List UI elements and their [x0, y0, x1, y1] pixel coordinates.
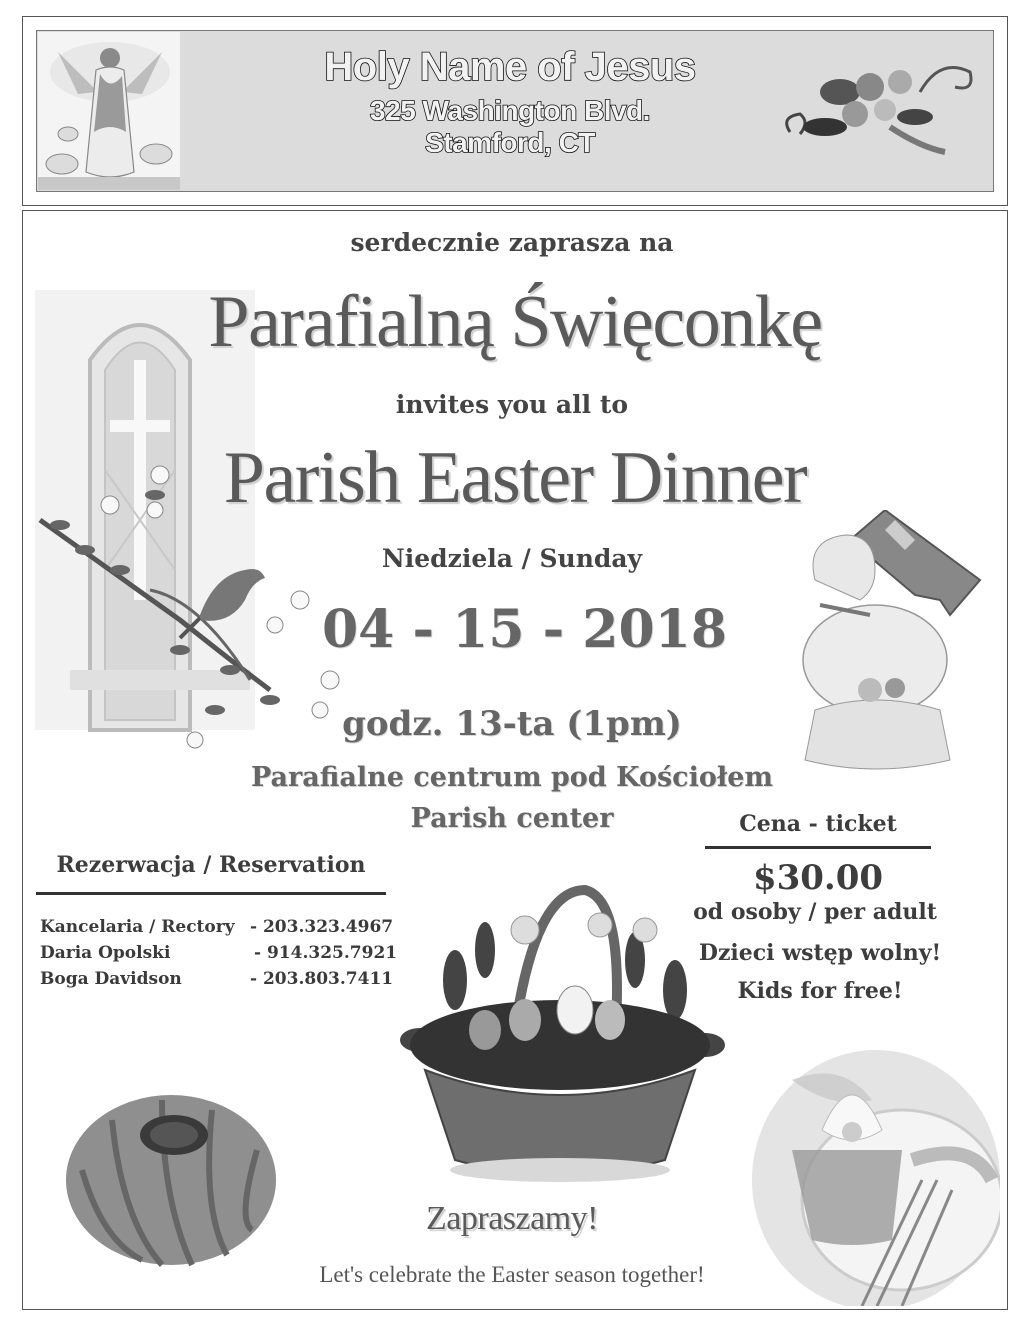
- venue-polish: Parafialne centrum pod Kościołem: [250, 762, 774, 793]
- church-name: Holy Name of Jesus: [324, 45, 696, 89]
- jesus-illustration: [38, 32, 180, 190]
- title-polish: Parafialną Święconkę: [208, 281, 822, 363]
- babka-cake-illustration: [62, 1080, 280, 1270]
- ticket-divider: [705, 846, 931, 849]
- contact-name-rectory: Kancelaria / Rectory: [40, 917, 235, 937]
- tagline: Let's celebrate the Easter season together!: [319, 1262, 705, 1287]
- contact-phone-boga: - 203.803.7411: [250, 969, 394, 989]
- venue-english: Parish center: [410, 803, 614, 834]
- ticket-heading: Cena - ticket: [739, 811, 897, 837]
- closing-greeting: Zapraszamy!: [426, 1200, 598, 1237]
- event-day: Niedziela / Sunday: [381, 544, 643, 573]
- church-address-line2: Stamford, CT: [425, 127, 595, 158]
- intro-polish: serdecznie zaprasza na: [350, 228, 674, 257]
- kids-free-english: Kids for free!: [737, 978, 903, 1004]
- contact-phone-daria: - 914.325.7921: [254, 943, 398, 963]
- kids-free-polish: Dzieci wstęp wolny!: [698, 940, 942, 966]
- flowers-illustration: [770, 52, 980, 162]
- event-time: godz. 13-ta (1pm): [342, 704, 682, 744]
- contact-name-daria: Daria Opolski: [40, 943, 171, 963]
- event-date: 04 - 15 - 2018: [322, 599, 728, 660]
- title-english: Parish Easter Dinner: [223, 437, 807, 519]
- church-address-line1: 325 Washington Blvd.: [370, 95, 650, 126]
- reservation-heading: Rezerwacja / Reservation: [56, 852, 366, 878]
- ticket-per-adult: od osoby / per adult: [693, 899, 937, 925]
- table-setting-illustration: [752, 1040, 1000, 1306]
- ticket-price: $30.00: [752, 858, 884, 898]
- intro-english: invites you all to: [395, 390, 629, 419]
- contact-phone-rectory: - 203.323.4967: [250, 917, 394, 937]
- contact-name-boga: Boga Davidson: [40, 969, 182, 989]
- easter-lamb-illustration: [775, 510, 985, 775]
- reservation-divider: [36, 892, 386, 895]
